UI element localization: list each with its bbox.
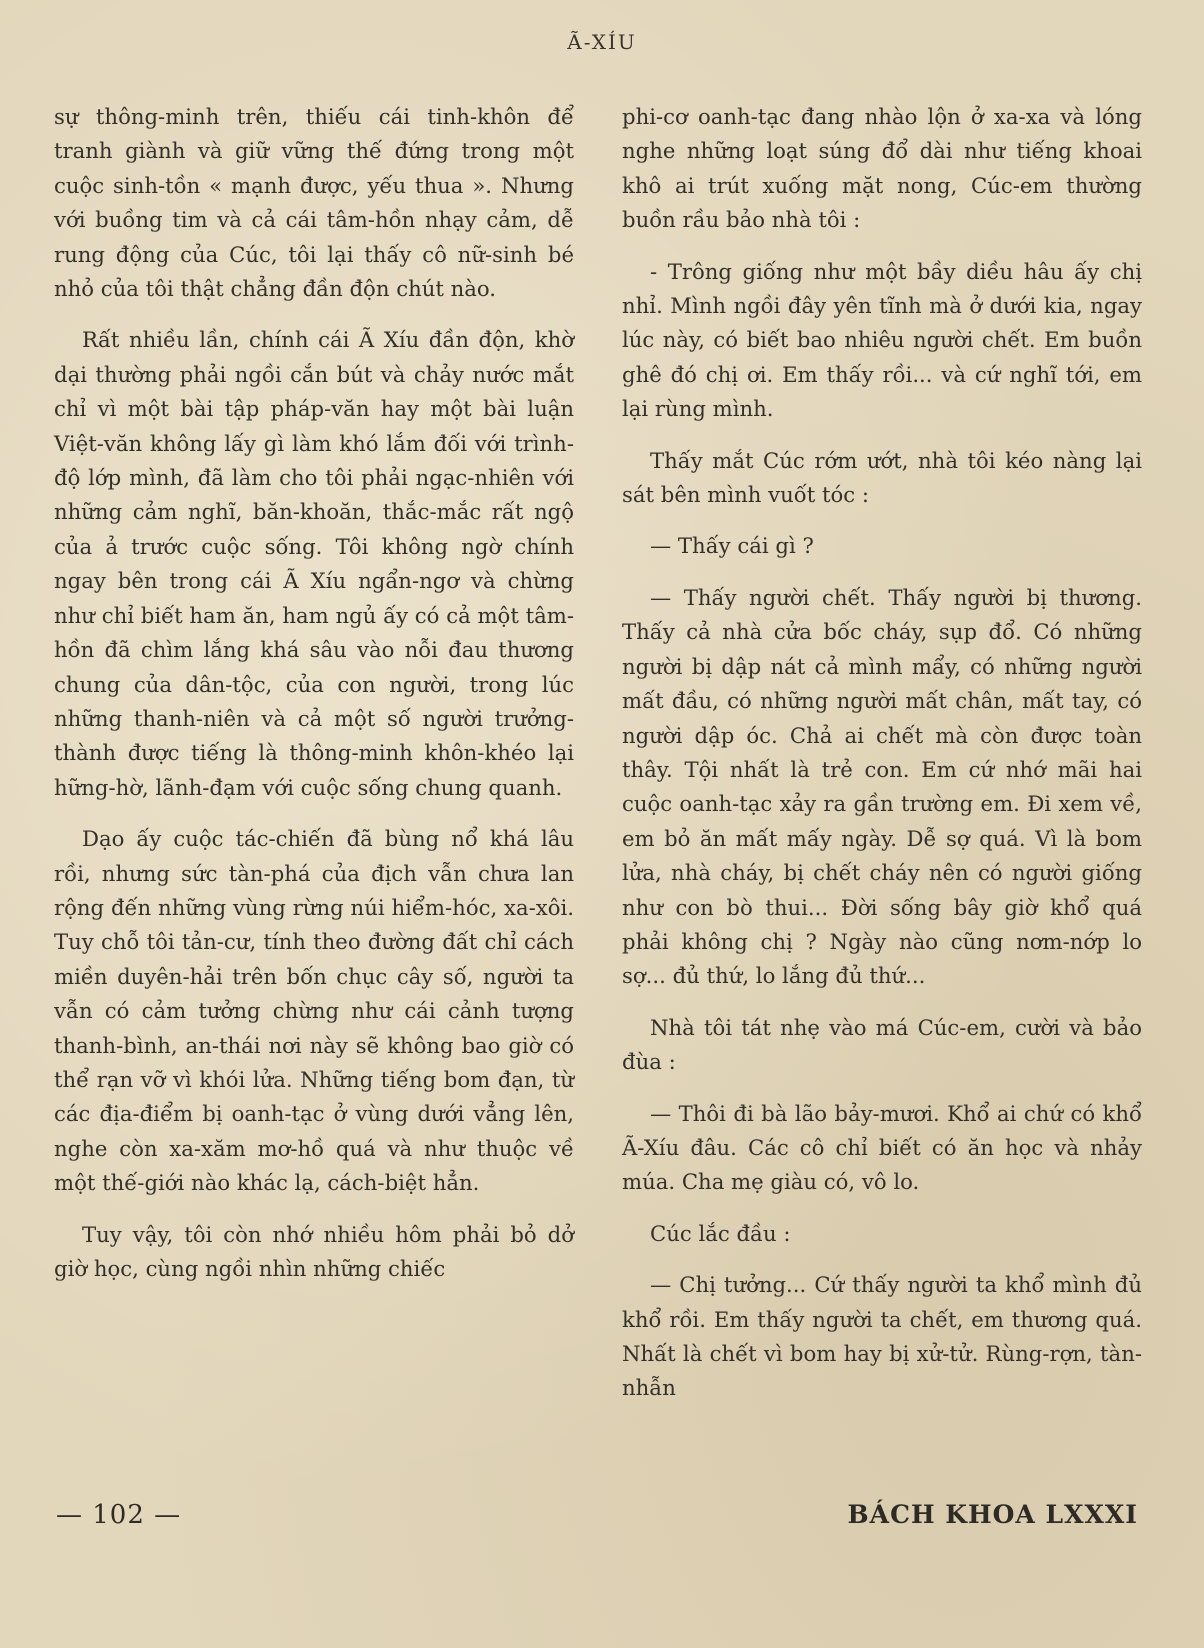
paragraph: Cúc lắc đầu : bbox=[650, 1220, 791, 1246]
paragraph: Thấy mắt Cúc rớm ướt, nhà tôi kéo nàng lại sát bên mình vuốt tóc : bbox=[622, 447, 1142, 508]
dialog-line: — Thôi đi bà lão bảy-mươi. Khổ ai chứ có khổ Ã-Xíu đâu. Các cô chỉ biết có ăn học và nhảy múa. Cha mẹ giàu có, vô lo. bbox=[622, 1100, 1142, 1195]
right-column bbox=[622, 100, 1142, 1423]
paragraph: Nhà tôi tát nhẹ vào má Cúc-em, cười và bảo đùa : bbox=[622, 1014, 1142, 1075]
running-title: Ã-XÍU bbox=[567, 30, 637, 54]
left-column bbox=[54, 100, 574, 1303]
dialog-line: — Chị tưởng... Cứ thấy người ta khổ mình đủ khổ rồi. Em thấy người ta chết, em thương quá. Nhất là chết vì bom hay bị xử-tử. Rùng-rợn, tàn-nhẫn bbox=[622, 1272, 1142, 1401]
dialog-line: - Trông giống như một bầy diều hâu ấy chị nhỉ. Mình ngồi đây yên tĩnh mà ở dưới kia, ngay lúc này, có biết bao nhiêu người chết. Em buồn ghê đó chị ơi. Em thấy rồi... và cứ nghĩ tới, em lại rùng mình. bbox=[622, 258, 1142, 422]
publication-name: BÁCH KHOA LXXXI bbox=[847, 1500, 1138, 1529]
paragraph: phi-cơ oanh-tạc đang nhào lộn ở xa-xa và lóng nghe những loạt súng đổ dài như tiếng khoai khô ai trút xuống mặt nong, Cúc-em thường buồn rầu bảo nhà tôi : bbox=[622, 104, 1142, 233]
paragraph: sự thông-minh trên, thiếu cái tinh-khôn để tranh giành và giữ vững thế đứng trong một cuộc sinh-tồn « mạnh được, yếu thua ». Nhưng với buồng tim và cả cái tâm-hồn nhạy cảm, dễ rung động của Cúc, tôi lại thấy cô nữ-sinh bé nhỏ của tôi thật chẳng đần độn chút nào. bbox=[54, 104, 574, 302]
page-number: — 102 — bbox=[56, 1500, 182, 1530]
paragraph: Dạo ấy cuộc tác-chiến đã bùng nổ khá lâu rồi, nhưng sức tàn-phá của địch vẫn chưa lan rộng đến những vùng rừng núi hiểm-hóc, xa-xôi. Tuy chỗ tôi tản-cư, tính theo đường đất chỉ cách miền duyên-hải trên bốn chục cây số, người ta vẫn có cảm tưởng chừng như cái cảnh tượng thanh-bình, an-thái nơi này sẽ không bao giờ có thể rạn vỡ vì khói lửa. Những tiếng bom đạn, từ các địa-điểm bị oanh-tạc ở vùng dưới vẳng lên, nghe còn xa-xăm mơ-hồ quá và như thuộc về một thế-giới nào khác lạ, cách-biệt hẳn. bbox=[54, 826, 574, 1196]
dialog-line: — Thấy người chết. Thấy người bị thương. Thấy cả nhà cửa bốc cháy, sụp đổ. Có những người bị dập nát cả mình mẩy, có những người mất đầu, có những người mất chân, mất tay, có người dập óc. Chả ai chết mà còn được toàn thây. Tội nhất là trẻ con. Em cứ nhớ mãi hai cuộc oanh-tạc xảy ra gần trường em. Đi xem về, em bỏ ăn mất mấy ngày. Dễ sợ quá. Vì là bom lửa, nhà cháy, bị chết cháy nên có người giống như con bò thui... Đời sống bây giờ khổ quá phải không chị ? Ngày nào cũng nơm-nớp lo sợ... đủ thứ, lo lắng đủ thứ... bbox=[622, 584, 1142, 989]
dialog-line: — Thấy cái gì ? bbox=[650, 533, 814, 559]
paragraph: Tuy vậy, tôi còn nhớ nhiều hôm phải bỏ dở giờ học, cùng ngồi nhìn những chiếc bbox=[54, 1221, 574, 1281]
paragraph: Rất nhiều lần, chính cái Ã Xíu đần độn, khờ dại thường phải ngồi cắn bút và chảy nước mắt chỉ vì một bài tập pháp-văn hay một bài luận Việt-văn không lấy gì làm khó lắm đối với trình-độ lớp mình, đã làm cho tôi phải ngạc-nhiên với những cảm nghĩ, băn-khoăn, thắc-mắc rất ngộ của ả trước cuộc sống. Tôi không ngờ chính ngay bên trong cái Ã Xíu ngẩn-ngơ và chừng như chỉ biết ham ăn, ham ngủ ấy có cả một tâm-hồn đã chìm lắng khá sâu vào nỗi đau thương chung của dân-tộc, của con người, trong lúc những thanh-niên và cả một số người trưởng-thành được tiếng là thông-minh khôn-khéo lại hững-hờ, lãnh-đạm với cuộc sống chung quanh. bbox=[54, 327, 574, 800]
